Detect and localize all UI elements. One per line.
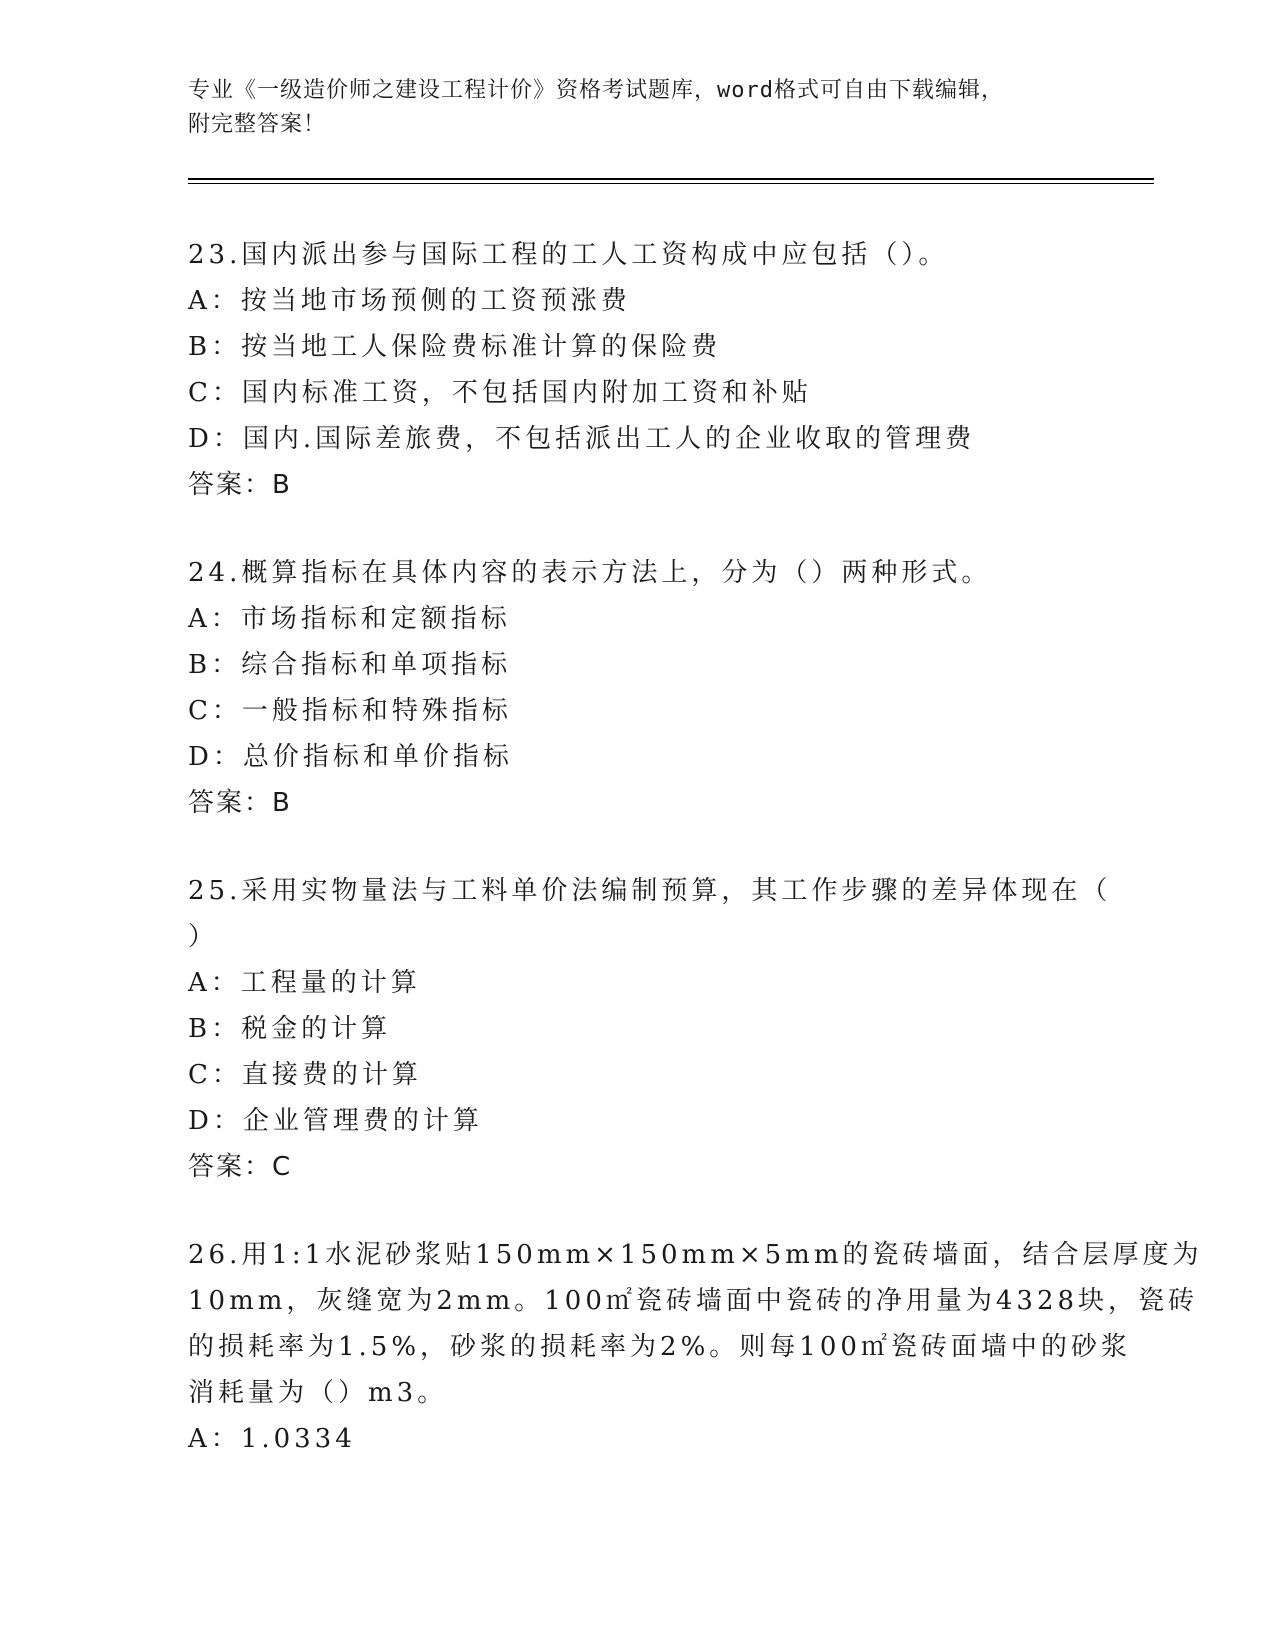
option-a: A：1.0334 [188, 1424, 356, 1454]
option-a: A：市场指标和定额指标 [188, 604, 511, 634]
question-25 [188, 868, 1112, 1190]
question-stem-continued: 10mm，灰缝宽为2mm。100㎡瓷砖墙面中瓷砖的净用量为4328块，瓷砖 [188, 1286, 1199, 1316]
option-d: D：总价指标和单价指标 [188, 742, 513, 772]
header-line-2: 附完整答案！ [188, 112, 327, 137]
option-c: C：一般指标和特殊指标 [188, 696, 512, 726]
question-23 [188, 232, 1088, 508]
option-c: C：直接费的计算 [188, 1060, 422, 1090]
question-stem-continued: 的损耗率为1.5%，砂浆的损耗率为2%。则每100㎡瓷砖面墙中的砂浆 [188, 1332, 1131, 1362]
question-stem-continued: ） [188, 922, 219, 952]
question-24 [188, 550, 1088, 826]
option-a: A：工程量的计算 [188, 968, 421, 998]
option-d: D：企业管理费的计算 [188, 1106, 483, 1136]
option-c: C：国内标准工资，不包括国内附加工资和补贴 [188, 378, 812, 408]
question-stem: 26.用1:1水泥砂浆贴150mm×150mm×5mm的瓷砖墙面，结合层厚度为 [188, 1240, 1203, 1270]
answer: 答案：C [188, 1152, 293, 1182]
option-b: B：税金的计算 [188, 1014, 392, 1044]
question-stem: 23.国内派出参与国际工程的工人工资构成中应包括（）。 [188, 240, 949, 270]
answer: 答案：B [188, 470, 292, 500]
header-divider-thin [188, 183, 1154, 184]
option-d: D：国内.国际差旅费，不包括派出工人的企业收取的管理费 [188, 424, 976, 454]
question-stem: 25.采用实物量法与工料单价法编制预算，其工作步骤的差异体现在（ [188, 876, 1112, 906]
option-a: A：按当地市场预侧的工资预涨费 [188, 286, 631, 316]
question-list [188, 232, 1203, 1504]
header-line-1: 专业《一级造价师之建设工程计价》资格考试题库，word格式可自由下载编辑， [188, 78, 1004, 103]
question-26 [188, 1232, 1203, 1462]
question-stem: 24.概算指标在具体内容的表示方法上，分为（）两种形式。 [188, 558, 992, 588]
answer: 答案：B [188, 788, 292, 818]
document-header [188, 74, 1088, 142]
option-b: B：综合指标和单项指标 [188, 650, 512, 680]
option-b: B：按当地工人保险费标准计算的保险费 [188, 332, 722, 362]
question-stem-continued: 消耗量为（）m3。 [188, 1378, 448, 1408]
header-divider-thick [188, 178, 1154, 180]
